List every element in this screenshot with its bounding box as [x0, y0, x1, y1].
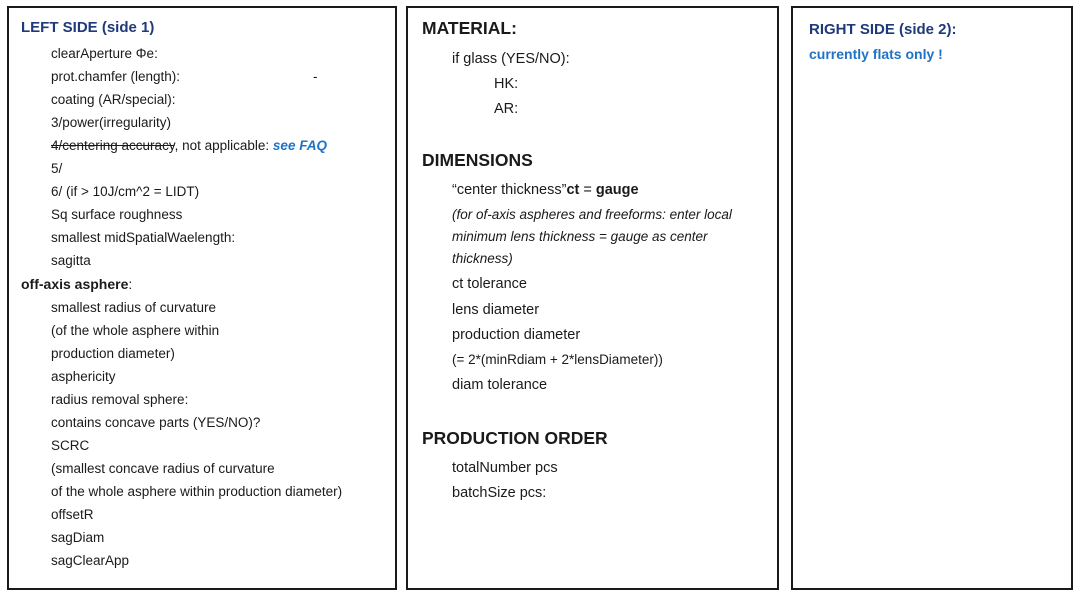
power-irregularity-label: 3/power(irregularity) [51, 115, 172, 130]
ct-tolerance-label: ct tolerance [452, 276, 527, 292]
production-order-title: PRODUCTION ORDER [422, 428, 608, 448]
note-line-2: minimum lens thickness = gauge as center [452, 229, 708, 244]
middle-panel [406, 6, 779, 590]
scrc-desc-1: (smallest concave radius of curvature [51, 461, 275, 476]
whole-asphere-label: (of the whole asphere within [51, 323, 220, 338]
not-applicable-text: , not applicable: [174, 138, 270, 153]
hk-label: HK: [494, 76, 519, 92]
sagclearapp-label: sagClearApp [51, 553, 130, 568]
flats-only-note: currently flats only ! [809, 46, 943, 62]
material-title: MATERIAL: [422, 18, 517, 38]
chamfer-dash: - [313, 69, 318, 84]
production-diameter-label: production diameter [452, 327, 581, 343]
off-axis-heading: off-axis asphere: [21, 276, 133, 292]
right-side-title: RIGHT SIDE (side 2): [809, 21, 957, 38]
sagitta-label: sagitta [51, 253, 91, 268]
lens-diameter-label: lens diameter [452, 302, 540, 318]
scrc-desc-2: of the whole asphere within production diameter) [51, 484, 343, 499]
batch-size-label: batchSize pcs: [452, 485, 547, 501]
concave-parts-label: contains concave parts (YES/NO)? [51, 415, 261, 430]
lidt-label: 6/ (if > 10J/cm^2 = LIDT) [51, 184, 200, 199]
item-5-label: 5/ [51, 161, 63, 176]
production-diameter-formula: (= 2*(minRdiam + 2*lensDiameter)) [452, 352, 663, 367]
left-side-title: LEFT SIDE (side 1) [21, 19, 155, 36]
scrc-label: SCRC [51, 438, 90, 453]
mid-spatial-label: smallest midSpatialWaelength: [51, 230, 236, 245]
sagdiam-label: sagDiam [51, 530, 105, 545]
see-faq-link[interactable]: see FAQ [272, 138, 327, 153]
total-number-label: totalNumber pcs [452, 460, 558, 476]
note-line-1: (for of-axis aspheres and freeforms: enter local [452, 207, 732, 222]
smallest-radius-label: smallest radius of curvature [51, 300, 217, 315]
radius-removal-label: radius removal sphere: [51, 392, 189, 407]
centering-accuracy-line [51, 138, 327, 153]
right-side-panel [791, 6, 1073, 590]
dimensions-title: DIMENSIONS [422, 150, 533, 170]
prot-chamfer-label: prot.chamfer (length): [51, 69, 181, 84]
coating-label: coating (AR/special): [51, 92, 176, 107]
offsetr-label: offsetR [51, 507, 94, 522]
note-line-3: thickness) [452, 251, 513, 266]
diam-tolerance-label: diam tolerance [452, 377, 548, 393]
sq-roughness-label: Sq surface roughness [51, 207, 183, 222]
asphericity-label: asphericity [51, 369, 116, 384]
ar-label: AR: [494, 101, 519, 117]
clear-aperture-label: clearAperture Φe: [51, 46, 158, 61]
glass-question: if glass (YES/NO): [452, 51, 570, 67]
center-thickness-line: “center thickness”ct = gauge [452, 182, 639, 198]
centering-accuracy-struck: 4/centering accuracy [51, 138, 175, 153]
production-diameter-label: production diameter) [51, 346, 175, 361]
left-side-panel [7, 6, 397, 590]
